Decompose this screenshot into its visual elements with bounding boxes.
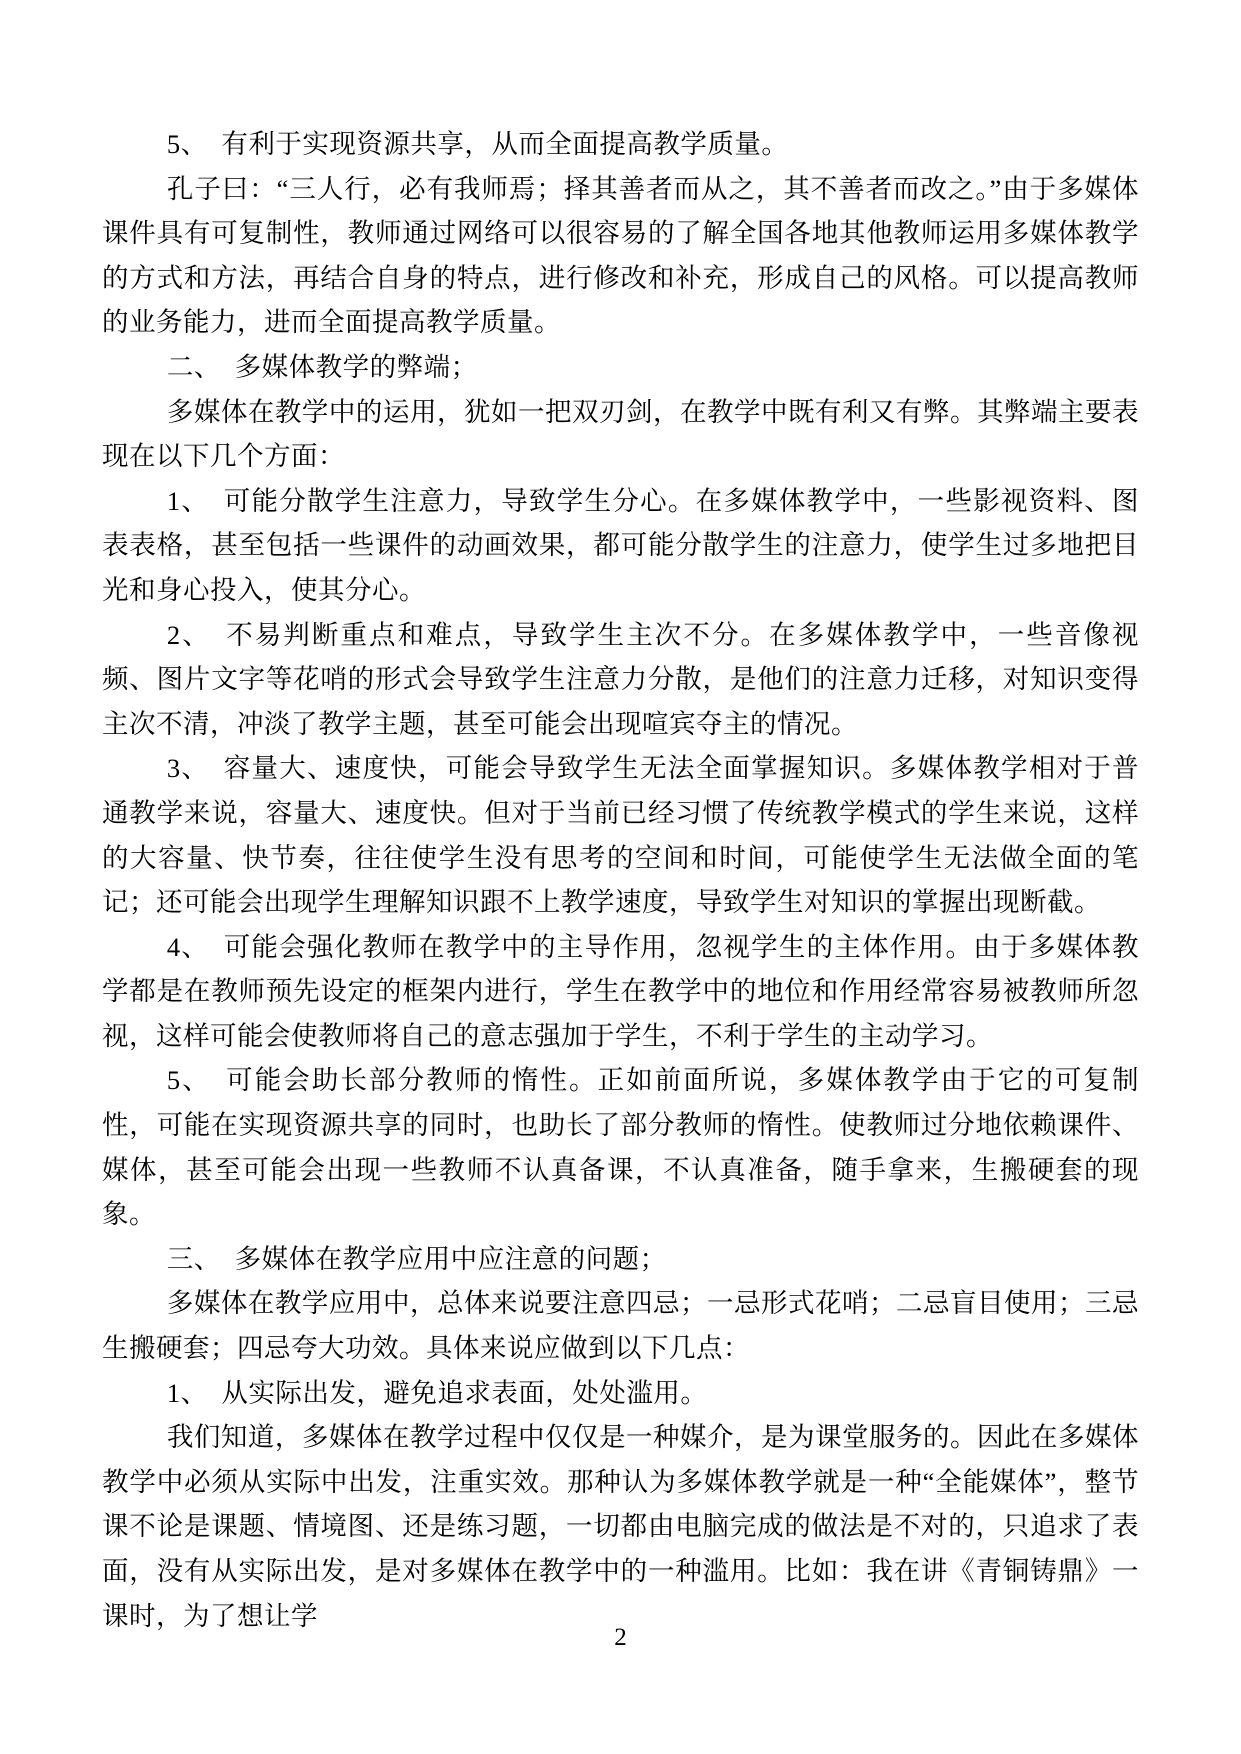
list-item-paragraph: 4、 可能会强化教师在教学中的主导作用，忽视学生的主体作用。由于多媒体教学都是在教师预先设定的框架内进行，学生在教学中的地位和作用经常容易被教师所忽视，这样可能会使教师将自己的意志强加于学生，不利于学生的主动学习。 xyxy=(102,931,1139,1051)
section-heading: 三、 多媒体在教学应用中应注意的问题； xyxy=(166,1243,667,1274)
body-paragraph: 孔子曰：“三人行，必有我师焉；择其善者而从之，其不善者而改之。”由于多媒体课件具有可复制性，教师通过网络可以很容易的了解全国各地其他教师运用多媒体教学的方式和方法，再结合自身的特点，进行修改和补充，形成自己的风格。可以提高教师的业务能力，进而全面提高教学质量。 xyxy=(102,173,1139,338)
body-paragraph: 多媒体在教学中的运用，犹如一把双刃剑，在教学中既有利又有弊。其弊端主要表现在以下几个方面： xyxy=(102,396,1139,472)
list-item-paragraph: 1、 可能分散学生注意力，导致学生分心。在多媒体教学中，一些影视资料、图表表格，甚至包括一些课件的动画效果，都可能分散学生的注意力，使学生过多地把目光和身心投入，使其分心。 xyxy=(102,485,1139,605)
list-item-paragraph: 5、 可能会助长部分教师的惰性。正如前面所说，多媒体教学由于它的可复制性，可能在实现资源共享的同时，也助长了部分教师的惰性。使教师过分地依赖课件、媒体，甚至可能会出现一些教师不认真备课，不认真准备，随手拿来，生搬硬套的现象。 xyxy=(102,1065,1139,1230)
section-heading: 二、 多媒体教学的弊端； xyxy=(166,351,478,382)
body-paragraph: 多媒体在教学应用中，总体来说要注意四忌；一忌形式花哨；二忌盲目使用；三忌生搬硬套；四忌夸大功效。具体来说应做到以下几点： xyxy=(102,1288,1139,1364)
page-number: 2 xyxy=(614,1624,627,1651)
list-item-paragraph: 1、 从实际出发，避免追求表面，处处滥用。 xyxy=(166,1377,708,1408)
list-item-paragraph: 3、 容量大、速度快，可能会导致学生无法全面掌握知识。多媒体教学相对于普通教学来说，容量大、速度快。但对于当前已经习惯了传统教学模式的学生来说，这样的大容量、快节奏，往往使学生没有思考的空间和时间，可能使学生无法做全面的笔记；还可能会出现学生理解知识跟不上教学速度，导致学生对知识的掌握出现断截。 xyxy=(102,753,1139,918)
document-body xyxy=(102,122,1139,1638)
body-paragraph: 我们知道，多媒体在教学过程中仅仅是一种媒介，是为课堂服务的。因此在多媒体教学中必须从实际中出发，注重实效。那种认为多媒体教学就是一种“全能媒体”，整节课不论是课题、情境图、还是练习题，一切都由电脑完成的做法是不对的，只追求了表面，没有从实际出发，是对多媒体在教学中的一种滥用。比如：我在讲《青铜铸鼎》一课时，为了想让学 xyxy=(102,1422,1139,1631)
list-item-paragraph: 5、 有利于实现资源共享，从而全面提高教学质量。 xyxy=(166,129,789,159)
list-item-paragraph: 2、 不易判断重点和难点，导致学生主次不分。在多媒体教学中，一些音像视频、图片文字等花哨的形式会导致学生注意力分散，是他们的注意力迁移，对知识变得主次不清，冲淡了教学主题，甚至可能会出现喧宾夺主的情况。 xyxy=(102,619,1139,739)
